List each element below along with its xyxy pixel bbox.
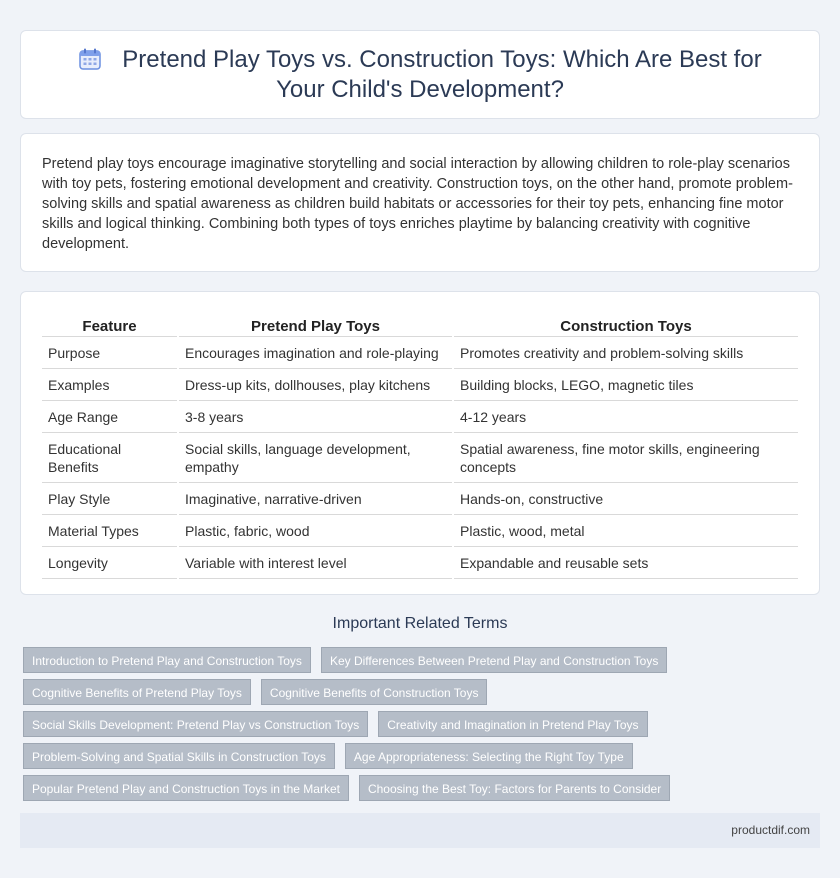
- calendar-icon: [78, 47, 102, 71]
- table-row: [42, 483, 798, 515]
- tag-row: [23, 775, 680, 801]
- table-cell: Plastic, fabric, wood: [178, 515, 453, 547]
- table-cell: Hands-on, constructive: [453, 483, 798, 515]
- header-feature: Feature: [42, 316, 178, 337]
- intro-card: [20, 133, 820, 272]
- table-cell: Material Types: [42, 515, 178, 547]
- related-term-tag[interactable]: Social Skills Development: Pretend Play vs Construction Toys: [23, 711, 368, 737]
- related-term-tag[interactable]: Problem-Solving and Spatial Skills in Construction Toys: [23, 743, 335, 769]
- table-cell: Play Style: [42, 483, 178, 515]
- tag-row: [23, 647, 677, 673]
- table-cell: Dress-up kits, dollhouses, play kitchens: [178, 369, 453, 401]
- table-cell: Examples: [42, 369, 178, 401]
- related-term-tag[interactable]: Popular Pretend Play and Construction Toys in the Market: [23, 775, 349, 801]
- related-term-tag[interactable]: Cognitive Benefits of Construction Toys: [261, 679, 488, 705]
- table-row: [42, 337, 798, 369]
- table-cell: Variable with interest level: [178, 547, 453, 579]
- header-pretend-play: Pretend Play Toys: [178, 316, 453, 337]
- header-construction: Construction Toys: [453, 316, 798, 337]
- table-cell: Promotes creativity and problem-solving skills: [453, 337, 798, 369]
- related-term-tag[interactable]: Cognitive Benefits of Pretend Play Toys: [23, 679, 251, 705]
- table-cell: Imaginative, narrative-driven: [178, 483, 453, 515]
- related-term-tag[interactable]: Age Appropriateness: Selecting the Right Toy Type: [345, 743, 633, 769]
- table-cell: Building blocks, LEGO, magnetic tiles: [453, 369, 798, 401]
- table-cell: Plastic, wood, metal: [453, 515, 798, 547]
- related-terms-title: Important Related Terms: [332, 615, 508, 632]
- tag-row: [23, 679, 497, 705]
- table-cell: 4-12 years: [453, 401, 798, 433]
- comparison-table: [42, 316, 798, 579]
- comparison-table-card: [20, 291, 820, 595]
- footer: [20, 813, 820, 848]
- table-cell: Expandable and reusable sets: [453, 547, 798, 579]
- tag-row: [23, 743, 643, 769]
- table-row: [42, 515, 798, 547]
- table-row: [42, 433, 798, 483]
- related-term-tag[interactable]: Creativity and Imagination in Pretend Play Toys: [378, 711, 647, 737]
- table-cell: 3-8 years: [178, 401, 453, 433]
- table-cell: Age Range: [42, 401, 178, 433]
- related-term-tag[interactable]: Key Differences Between Pretend Play and Construction Toys: [321, 647, 667, 673]
- title-card: [20, 30, 820, 119]
- related-term-tag[interactable]: Choosing the Best Toy: Factors for Parents to Consider: [359, 775, 670, 801]
- table-cell: Spatial awareness, fine motor skills, engineering concepts: [453, 433, 798, 483]
- table-cell: Purpose: [42, 337, 178, 369]
- intro-paragraph: Pretend play toys encourage imaginative storytelling and social interaction by allowing children to role-play scenarios with toy pets, fostering emotional development and creativity. Construction toys, on the other hand, promote problem-solving skills and spatial awareness as children build habitats or accessories for their toy pets, enhancing fine motor skills and logical thinking. Combining both types of toys enriches playtime by balancing creativity with cognitive development.: [42, 156, 793, 252]
- table-header-row: [42, 316, 798, 337]
- site-name[interactable]: productdif.com: [731, 823, 810, 837]
- page-title: Pretend Play Toys vs. Construction Toys: Which Are Best for Your Child's Development?: [122, 46, 762, 103]
- related-term-tag[interactable]: Introduction to Pretend Play and Construction Toys: [23, 647, 311, 673]
- table-cell: Social skills, language development, empathy: [178, 433, 453, 483]
- table-row: [42, 547, 798, 579]
- table-cell: Educational Benefits: [42, 433, 178, 483]
- table-row: [42, 369, 798, 401]
- table-cell: Encourages imagination and role-playing: [178, 337, 453, 369]
- table-cell: Longevity: [42, 547, 178, 579]
- tag-row: [23, 711, 658, 737]
- table-row: [42, 401, 798, 433]
